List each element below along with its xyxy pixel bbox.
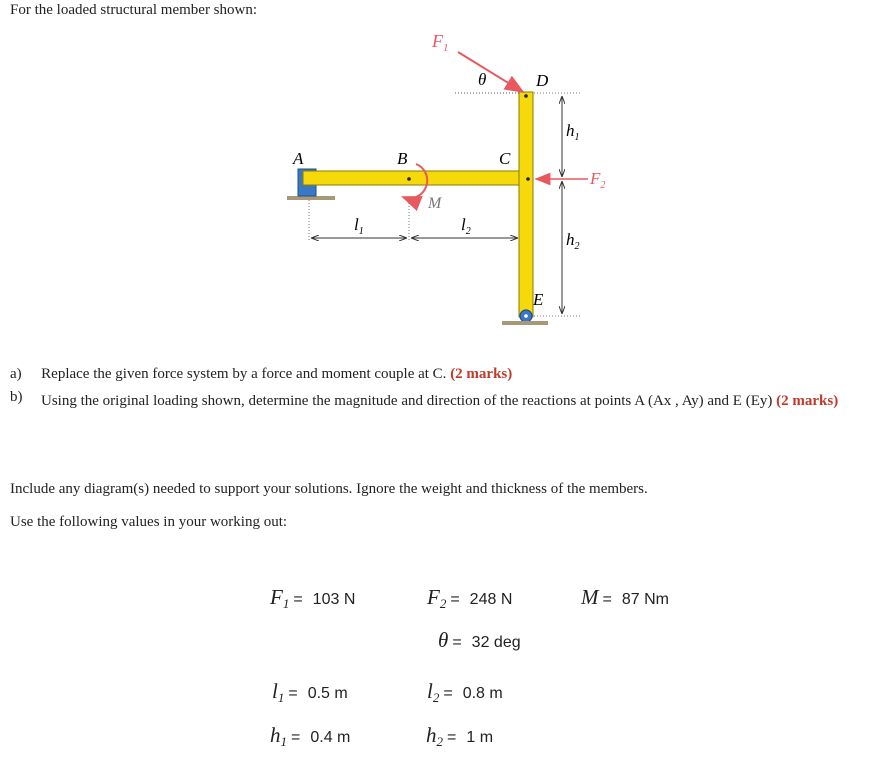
label-m: M [428,195,442,212]
value-h1 [270,723,350,750]
value-f1-symbol: F [270,585,283,609]
ground-a [287,196,335,200]
horizontal-member [303,171,528,185]
question-b-marker: b) [10,389,23,405]
question-b [41,389,886,413]
value-f2-value: 248 N [469,591,513,608]
value-theta [438,628,521,653]
force-f1-arrow [458,52,523,92]
value-f1-sub: 1 [282,595,290,611]
value-l1-eq: = [288,685,298,702]
value-h2-sub: 2 [436,733,443,749]
ground-e [502,321,548,325]
value-f1-eq: = [293,591,303,608]
structure-diagram [0,0,892,340]
value-h1-sub: 1 [280,733,287,749]
value-theta-eq: = [452,634,462,651]
label-h1: $h_1$ [566,121,580,143]
value-l2-eq: = [443,685,453,702]
point-d [524,94,528,98]
label-d: D [536,71,549,90]
label-l1: $l_1$ [354,215,364,237]
value-m-eq: = [602,591,612,608]
question-a [10,366,512,383]
value-f2-eq: = [450,591,460,608]
label-theta: θ [478,70,487,89]
value-f1-value: 103 N [312,591,356,608]
value-h1-symbol: h [270,723,281,747]
value-m [581,585,669,610]
value-h1-eq: = [291,729,301,746]
roller-e-dot [524,314,528,318]
value-l1-symbol: l [272,679,278,703]
question-a-marker: a) [10,366,22,382]
value-f2-symbol: F [427,585,440,609]
instructions-diagrams: Include any diagram(s) needed to support your solutions. Ignore the weight and thickness of the members. [10,481,648,497]
value-l1-sub: 1 [277,689,285,705]
label-b: B [397,149,408,168]
label-f1: $F_1$ [432,31,449,54]
question-a-marks: (2 marks) [450,366,513,382]
value-l1 [272,679,348,706]
label-l2: $l_2$ [461,215,471,237]
point-c [526,177,530,181]
value-theta-value: 32 deg [471,634,521,651]
value-h2 [426,723,493,750]
value-l2 [427,679,503,706]
value-h2-value: 1 m [466,729,494,746]
value-f2 [427,585,512,612]
question-b-text: Using the original loading shown, determine the magnitude and direction of the reactions at points A (Ax , Ay) and E (Ey) [41,393,773,409]
value-h2-symbol: h [426,723,437,747]
value-h2-eq: = [447,729,457,746]
value-m-symbol: M [581,585,599,609]
point-b [407,177,411,181]
label-h2: $h_2$ [566,230,580,252]
vertical-member [519,92,533,317]
value-m-value: 87 Nm [621,591,669,608]
instructions-values: Use the following values in your working out: [10,514,288,530]
label-a: A [293,149,304,168]
intro-text: For the loaded structural member shown: [10,2,258,18]
value-l1-value: 0.5 m [307,685,348,702]
value-h1-value: 0.4 m [310,729,351,746]
value-l2-value: 0.8 m [462,685,503,702]
value-theta-symbol: θ [438,628,449,652]
value-l2-sub: 2 [432,689,440,705]
question-b-marks: (2 marks) [776,393,839,409]
value-f1 [270,585,355,612]
value-f2-sub: 2 [439,595,447,611]
value-l2-symbol: l [427,679,433,703]
label-f2: $F_2$ [590,169,606,191]
label-e: E [533,290,544,309]
label-c: C [499,149,511,168]
question-a-text: Replace the given force system by a force and moment couple at C. [41,366,447,382]
